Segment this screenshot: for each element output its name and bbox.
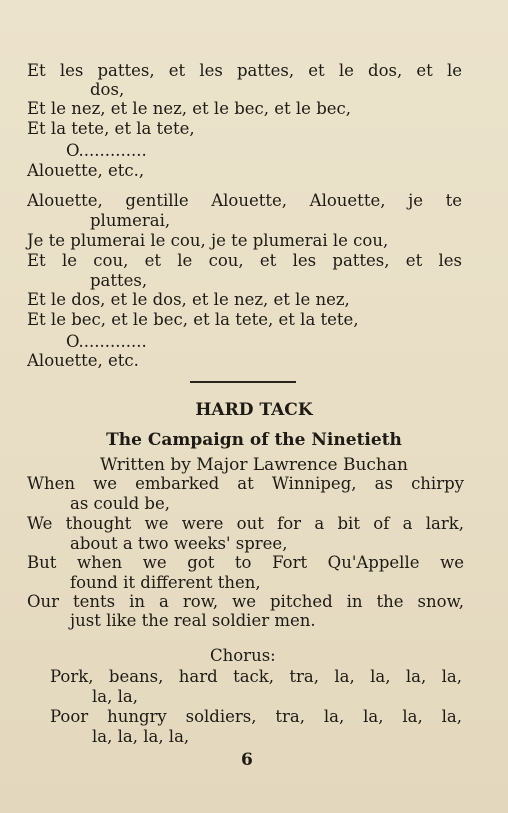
song-title: HARD TACK	[195, 400, 313, 420]
song-line: We thought we were out for a bit of a lark,	[27, 514, 464, 533]
song-line: But when we got to Fort Qu'Appelle we	[27, 553, 464, 572]
verse-line: Et le nez, et le nez, et le bec, et le bec,	[27, 99, 352, 118]
verse-line: Et la tete, et la tete,	[27, 119, 195, 138]
verse-line: Je te plumerai le cou, je te plumerai le cou,	[27, 231, 389, 250]
verse-line: Alouette, etc.,	[27, 161, 145, 180]
verse-line: pattes,	[90, 271, 148, 290]
verse-line: Alouette, etc.	[27, 351, 139, 370]
page-number: 6	[241, 750, 253, 770]
verse-line: Et le bec, et le bec, et la tete, et la tete,	[27, 310, 359, 329]
song-line: found it different then,	[70, 573, 261, 592]
song-subtitle: The Campaign of the Ninetieth	[106, 430, 402, 450]
song-line: about a two weeks' spree,	[70, 534, 288, 553]
song-line: just like the real soldier men.	[70, 611, 316, 630]
chorus-line: la, la, la, la,	[92, 727, 190, 746]
chorus-line: la, la,	[92, 687, 138, 706]
chorus-line: Pork, beans, hard tack, tra, la, la, la, la,	[50, 667, 462, 686]
song-line: Our tents in a row, we pitched in the snow,	[27, 592, 464, 611]
song-line: When we embarked at Winnipeg, as chirpy	[27, 474, 464, 493]
verse-line: O.............	[66, 141, 147, 160]
verse-line: dos,	[90, 80, 125, 99]
verse-line: Et les pattes, et les pattes, et le dos, et le	[27, 61, 462, 80]
verse-line: O.............	[66, 332, 147, 351]
song-line: as could be,	[70, 494, 171, 513]
verse-line: plumerai,	[90, 211, 171, 230]
song-author: Written by Major Lawrence Buchan	[100, 455, 408, 475]
verse-line: Et le cou, et le cou, et les pattes, et les	[27, 251, 462, 270]
chorus-label: Chorus:	[210, 646, 276, 665]
section-divider	[190, 381, 296, 383]
chorus-line: Poor hungry soldiers, tra, la, la, la, la,	[50, 707, 462, 726]
verse-line: Et le dos, et le dos, et le nez, et le nez,	[27, 290, 350, 309]
verse-line: Alouette, gentille Alouette, Alouette, je te	[27, 191, 462, 210]
